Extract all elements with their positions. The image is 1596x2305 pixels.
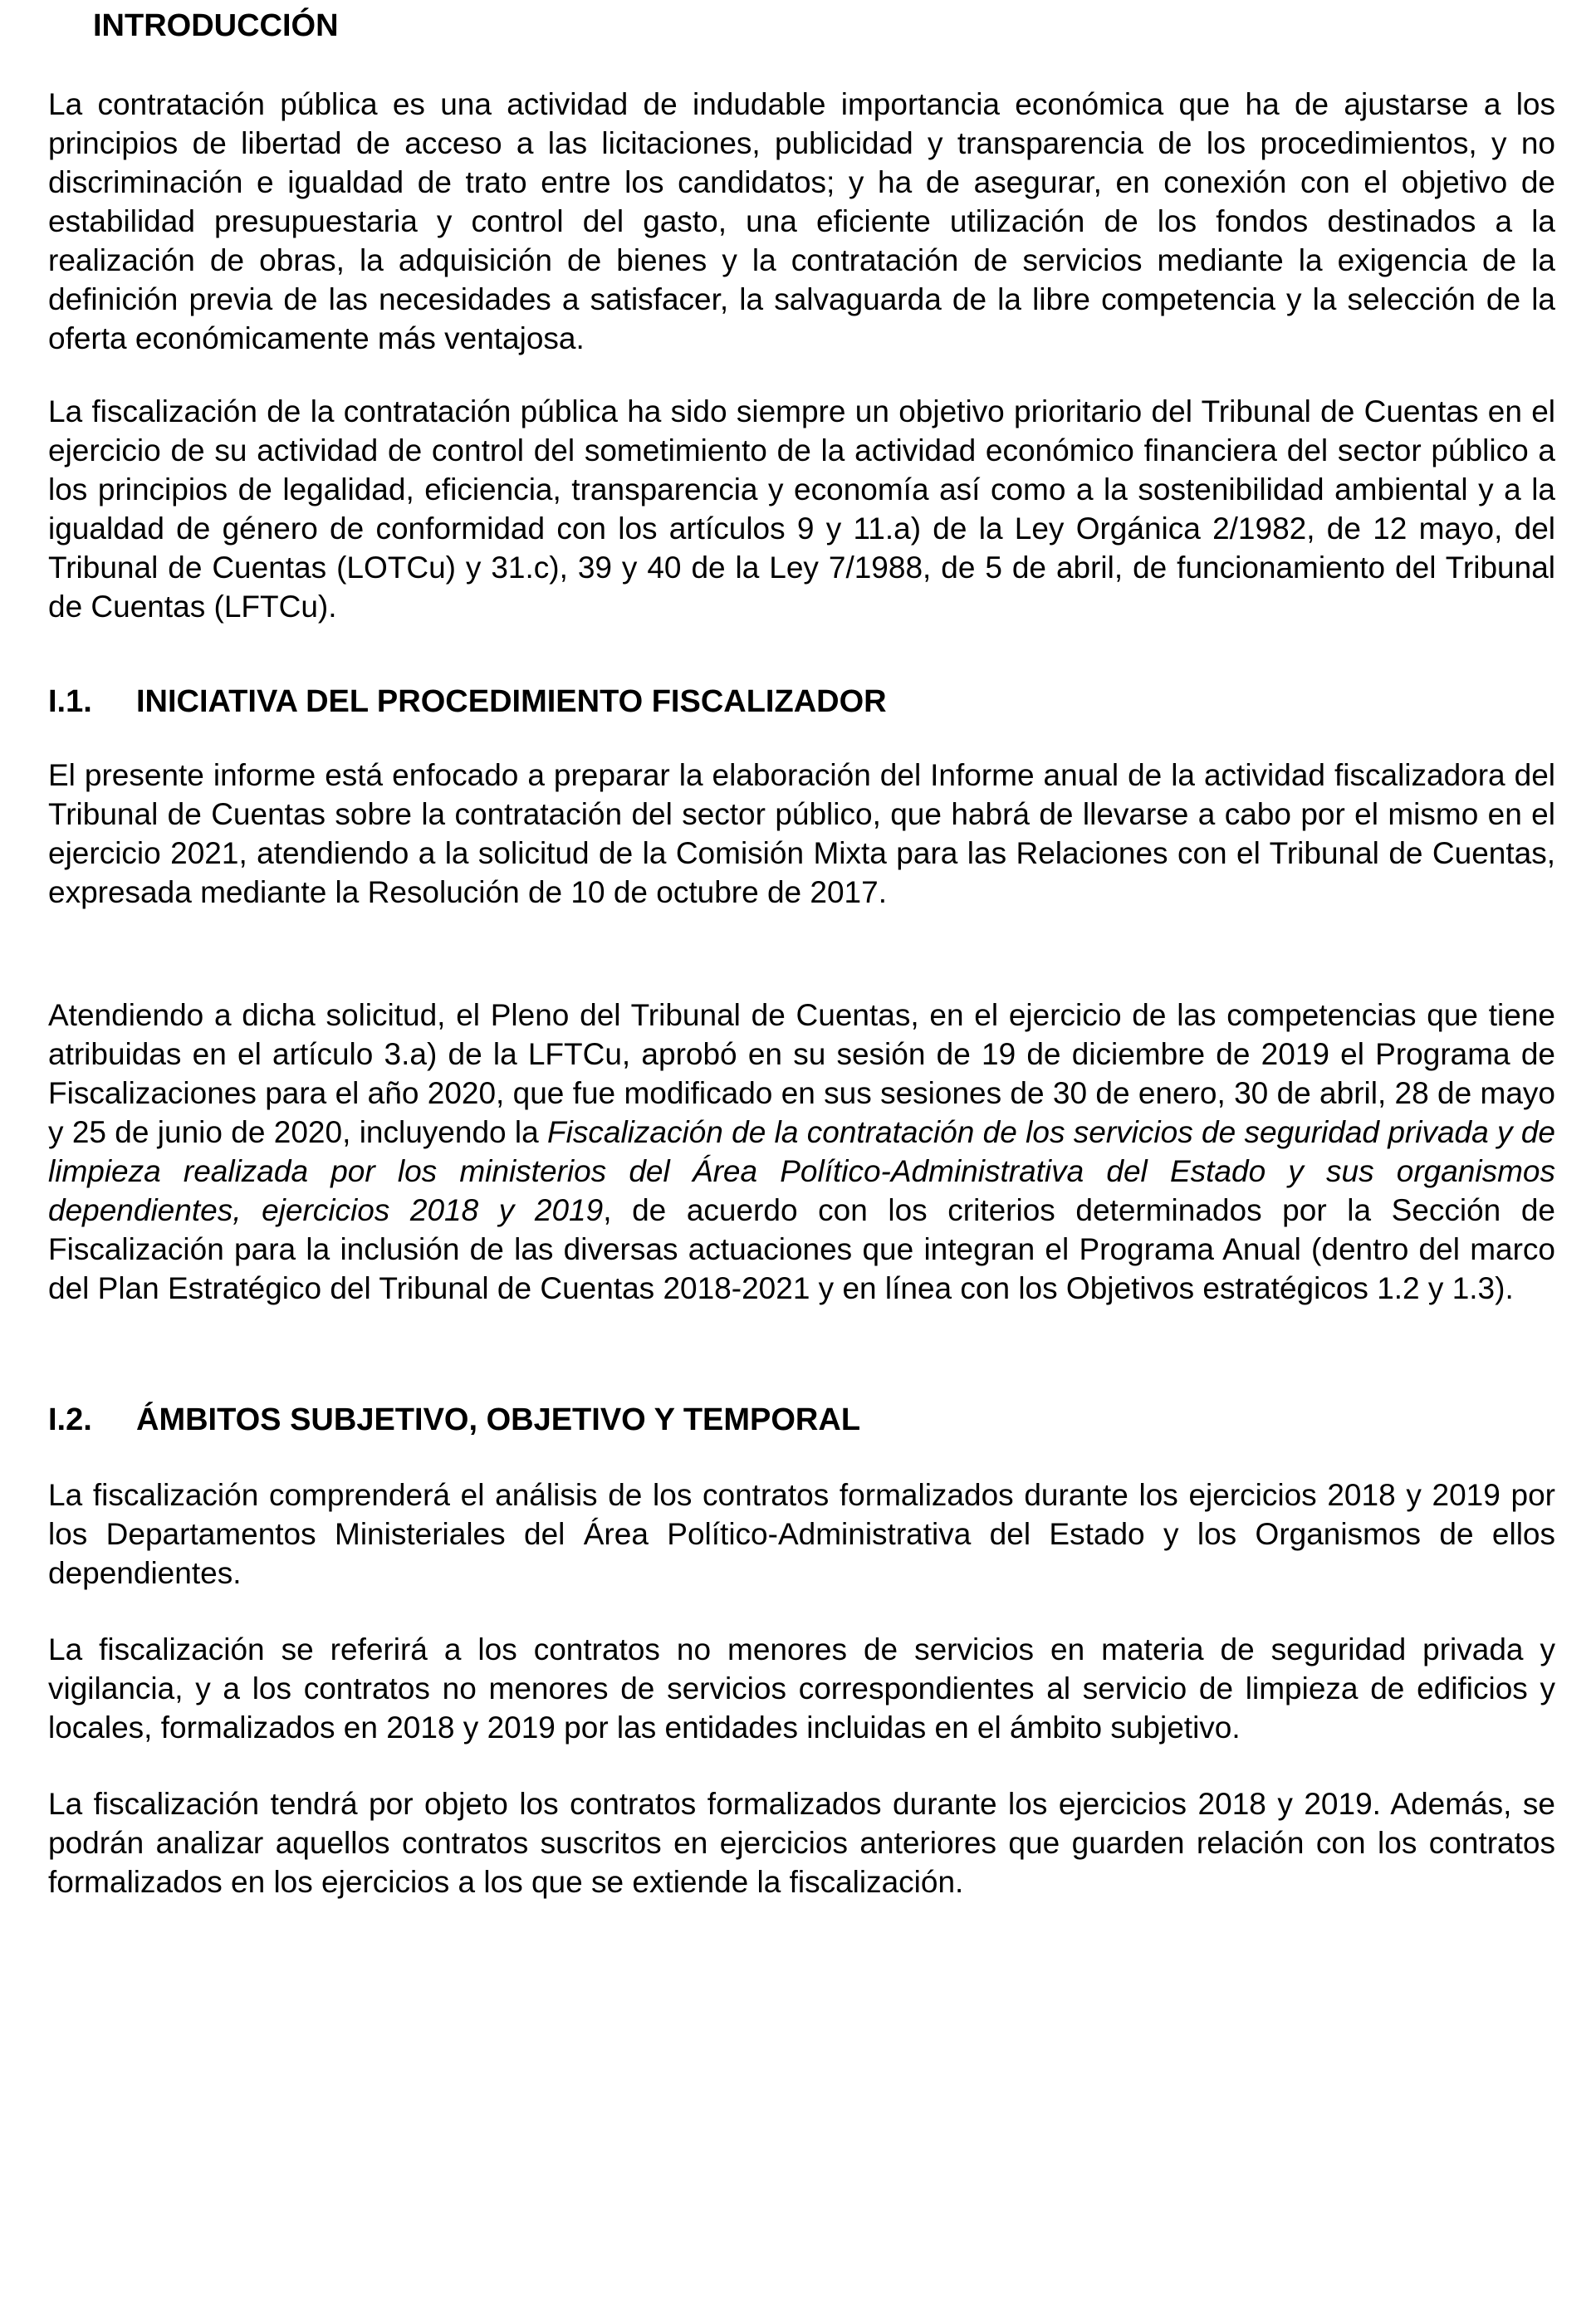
fiscalization-title-italic: Fiscalización de la contratación de los servicios de seguridad privada y de limpieza realizada por los ministerios del Área Político-Administrativa del Estado y sus organismos dependientes, ejercicios 2018 y 2019	[48, 1115, 1555, 1227]
section-i1-paragraph-2	[48, 996, 1555, 1308]
intro-paragraph-2: La fiscalización de la contratación pública ha sido siempre un objetivo prioritario del Tribunal de Cuentas en el ejercicio de su actividad de control del sometimiento de la actividad económico financiera del sector público a los principios de legalidad, eficiencia, transparencia y economía así como a la sostenibilidad ambiental y a la igualdad de género de conformidad con los artículos 9 y 11.a) de la Ley Orgánica 2/1982, de 12 mayo, del Tribunal de Cuentas (LOTCu) y 31.c), 39 y 40 de la Ley 7/1988, de 5 de abril, de funcionamiento del Tribunal de Cuentas (LFTCu).	[48, 394, 1555, 624]
section-i1-paragraph-2-before: Atendiendo a dicha solicitud, el Pleno del Tribunal de Cuentas, en el ejercicio de las competencias que tiene atribuidas en el artículo 3.a) de la LFTCu, aprobó en su sesión de 19 de diciembre de 2019 el Programa de Fiscalizaciones para el año 2020, que fue modificado en sus sesiones de 30 de enero, 30 de abril, 28 de mayo y 25 de junio de 2020, incluyendo la	[48, 998, 1555, 1149]
section-i1-paragraph-2-after: , de acuerdo con los criterios determinados por la Sección de Fiscalización para la inclusión de las diversas actuaciones que integran el Programa Anual (dentro del marco del Plan Estratégico del Tribunal de Cuentas 2018-2021 y en línea con los Objetivos estratégicos 1.2 y 1.3).	[48, 1193, 1556, 1305]
section-i2-paragraph-1: La fiscalización comprenderá el análisis de los contratos formalizados durante los ejercicios 2018 y 2019 por los Departamentos Ministeriales del Área Político-Administrativa del Estado y los Organismos de ellos dependientes.	[48, 1478, 1555, 1590]
section-heading-i1	[48, 683, 887, 722]
section-title-i2: ÁMBITOS SUBJETIVO, OBJETIVO Y TEMPORAL	[136, 1402, 861, 1437]
intro-heading-text: INTRODUCCIÓN	[93, 8, 339, 43]
intro-heading	[93, 7, 339, 46]
section-heading-i2	[48, 1401, 860, 1440]
section-number-i2: I.2.	[48, 1402, 92, 1437]
section-i2-paragraph-3: La fiscalización tendrá por objeto los contratos formalizados durante los ejercicios 2018 y 2019. Además, se podrán analizar aquellos contratos suscritos en ejercicios anteriores que guarden relación con los contratos formalizados en los ejercicios a los que se extiende la fiscalización.	[48, 1787, 1555, 1899]
section-number-i1: I.1.	[48, 684, 92, 719]
section-i1-paragraph-1: El presente informe está enfocado a preparar la elaboración del Informe anual de la actividad fiscalizadora del Tribunal de Cuentas sobre la contratación del sector público, que habrá de llevarse a cabo por el mismo en el ejercicio 2021, atendiendo a la solicitud de la Comisión Mixta para las Relaciones con el Tribunal de Cuentas, expresada mediante la Resolución de 10 de octubre de 2017.	[48, 758, 1555, 909]
section-i2-paragraph-2: La fiscalización se referirá a los contratos no menores de servicios en materia de seguridad privada y vigilancia, y a los contratos no menores de servicios correspondientes al servicio de limpieza de edificios y locales, formalizados en 2018 y 2019 por las entidades incluidas en el ámbito subjetivo.	[48, 1632, 1555, 1745]
intro-paragraph-1: La contratación pública es una actividad de indudable importancia económica que ha de ajustarse a los principios de libertad de acceso a las licitaciones, publicidad y transparencia de los procedimientos, y no discriminación e igualdad de trato entre los candidatos; y ha de asegurar, en conexión con el objetivo de estabilidad presupuestaria y control del gasto, una eficiente utilización de los fondos destinados a la realización de obras, la adquisición de bienes y la contratación de servicios mediante la exigencia de la definición previa de las necesidades a satisfacer, la salvaguarda de la libre competencia y la selección de la oferta económicamente más ventajosa.	[48, 87, 1555, 355]
section-title-i1: INICIATIVA DEL PROCEDIMIENTO FISCALIZADOR	[136, 684, 887, 719]
